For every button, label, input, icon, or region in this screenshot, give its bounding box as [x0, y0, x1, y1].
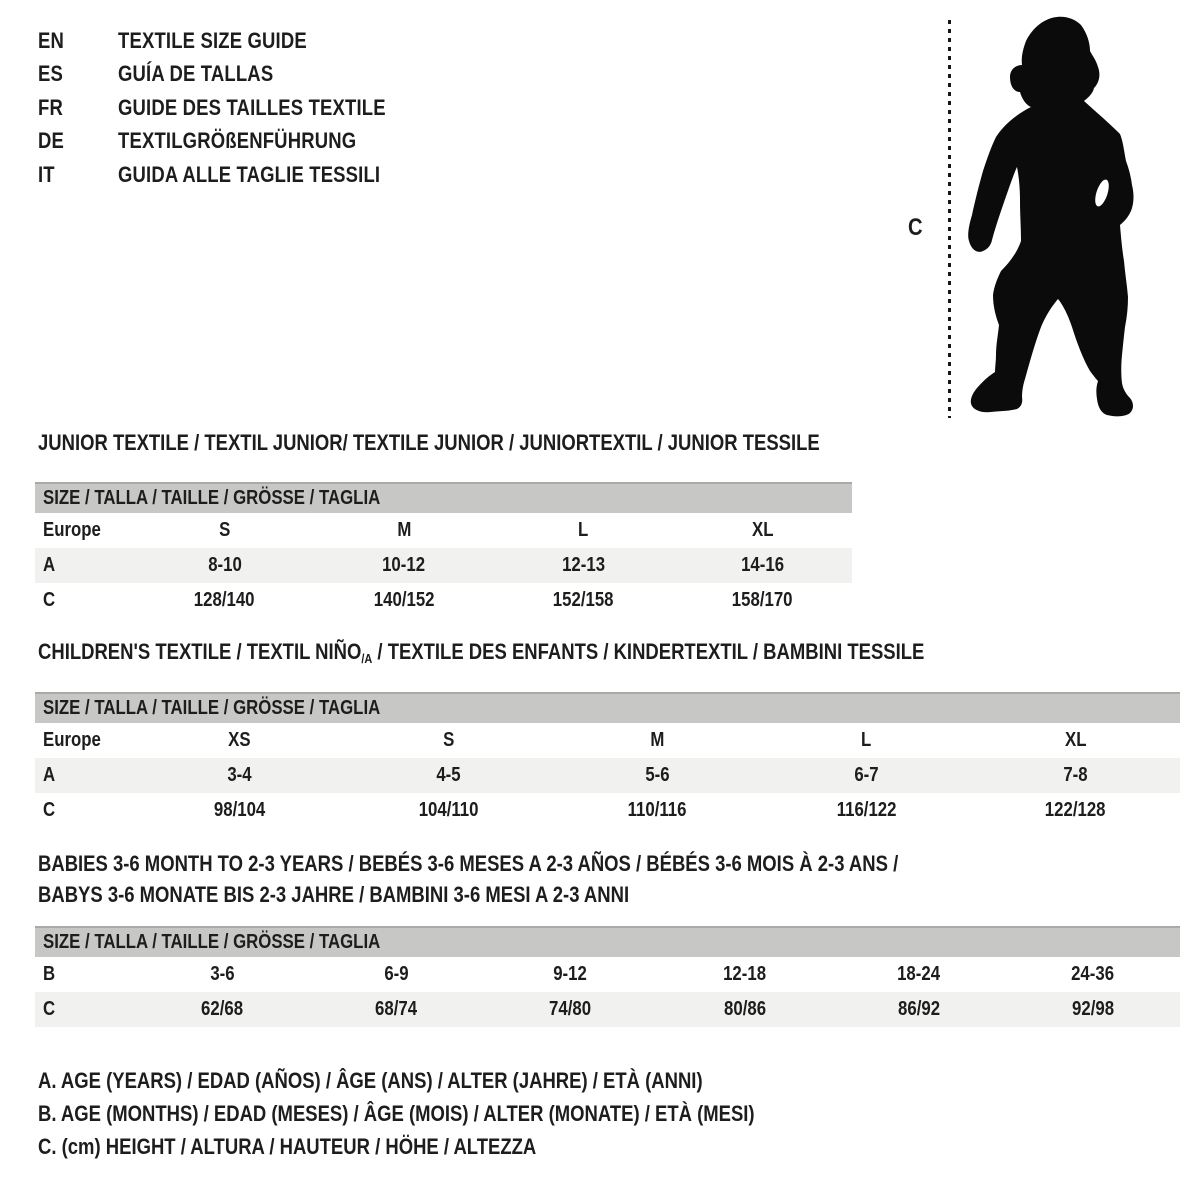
row-label-text: A	[43, 764, 56, 786]
children-section-title	[38, 639, 1093, 672]
row-label	[35, 799, 135, 822]
table-cell-text: M	[396, 519, 411, 541]
table-cell	[658, 998, 832, 1021]
table-cell-text: 86/92	[897, 998, 940, 1020]
table-cell	[1006, 963, 1180, 986]
table-cell-text: 7-8	[1063, 764, 1088, 786]
language-title-text: TEXTILE SIZE GUIDE	[118, 27, 307, 53]
row-label	[35, 998, 135, 1021]
babies-title-line1: BABIES 3-6 MONTH TO 2-3 YEARS / BEBÉS 3-6 MESES A 2-3 AÑOS / BÉBÉS 3-6 MOIS À 2-3 ANS /	[38, 851, 899, 876]
language-code-text: IT	[38, 161, 55, 187]
figure-label-text: C	[908, 214, 923, 241]
table-cell-text: L	[577, 519, 589, 541]
table-cell-text: XL	[1064, 729, 1087, 751]
language-row	[38, 58, 437, 92]
legend-line-b	[38, 1097, 891, 1130]
table-row	[35, 957, 1180, 992]
size-header-band	[35, 926, 1180, 957]
row-label	[35, 729, 135, 752]
children-title-main: CHILDREN'S TEXTILE / TEXTIL NIÑO	[38, 639, 362, 664]
table-row	[35, 992, 1180, 1027]
row-label-text: C	[43, 998, 56, 1020]
table-cell	[344, 729, 553, 752]
table-cell-text: 140/152	[373, 589, 435, 611]
babies-size-table	[35, 926, 1180, 1027]
table-cell	[1006, 998, 1180, 1021]
junior-size-table	[35, 482, 852, 618]
toddler-silhouette	[963, 13, 1145, 420]
table-cell	[483, 998, 657, 1021]
language-title	[118, 61, 303, 87]
table-cell-text: 152/158	[552, 589, 614, 611]
toddler-silhouette-path	[968, 17, 1133, 417]
table-cell-text: 62/68	[201, 998, 244, 1020]
legend-line-b-text: B. AGE (MONTHS) / EDAD (MESES) / ÂGE (MOIS) / ALTER (MONATE) / ETÀ (MESI)	[38, 1100, 755, 1126]
table-cell-text: 14-16	[740, 554, 784, 576]
language-title-text: GUIDA ALLE TAGLIE TESSILI	[118, 161, 381, 187]
table-cell	[971, 799, 1180, 822]
table-cell-text: 116/122	[836, 799, 897, 821]
table-cell	[762, 799, 971, 822]
language-code	[38, 28, 118, 54]
row-label	[35, 589, 135, 612]
table-body	[35, 513, 852, 618]
table-cell	[494, 554, 673, 577]
language-code	[38, 162, 118, 188]
table-cell	[483, 963, 657, 986]
row-label-text: C	[43, 799, 56, 821]
table-cell	[762, 764, 971, 787]
language-header	[38, 24, 437, 192]
language-code	[38, 95, 118, 121]
table-cell-text: 3-6	[209, 963, 235, 985]
language-title-text: TEXTILGRÖßENFÜHRUNG	[118, 128, 357, 154]
row-label	[35, 554, 135, 577]
size-header-text: SIZE / TALLA / TAILLE / GRÖSSE / TAGLIA	[43, 931, 381, 953]
table-cell-text: XL	[751, 519, 774, 541]
table-cell-text: 12-13	[561, 554, 605, 576]
height-measure-dashed-line	[948, 20, 951, 418]
table-row	[35, 723, 1180, 758]
table-cell-text: 3-4	[227, 764, 252, 786]
table-cell-text: 4-5	[436, 764, 461, 786]
row-label	[35, 519, 135, 542]
size-header-band	[35, 692, 1180, 723]
table-cell-text: S	[442, 729, 455, 751]
legend-line-c	[38, 1130, 891, 1163]
legend	[38, 1064, 891, 1163]
language-title	[118, 28, 343, 54]
language-title	[118, 162, 430, 188]
table-cell-text: 68/74	[375, 998, 418, 1020]
table-cell	[762, 729, 971, 752]
table-cell-text: 8-10	[207, 554, 242, 576]
children-title-subscript: /A	[361, 651, 373, 666]
table-cell-text: 122/128	[1045, 799, 1106, 821]
table-row	[35, 758, 1180, 793]
table-cell-text: 158/170	[732, 589, 793, 611]
language-row	[38, 24, 437, 58]
language-code	[38, 128, 118, 154]
children-section-title-text	[38, 639, 924, 672]
language-title	[118, 95, 437, 121]
table-cell	[658, 963, 832, 986]
table-cell-text: 10-12	[382, 554, 426, 576]
table-cell-text: 5-6	[645, 764, 670, 786]
table-row	[35, 548, 852, 583]
table-cell	[309, 963, 483, 986]
table-cell	[494, 589, 673, 612]
table-cell	[135, 998, 309, 1021]
language-row	[38, 125, 437, 159]
table-cell-text: M	[650, 729, 665, 751]
table-cell	[553, 729, 762, 752]
table-cell	[553, 799, 762, 822]
table-cell-text: XS	[228, 729, 251, 751]
language-code-text: FR	[38, 94, 63, 120]
row-label-text: B	[43, 963, 56, 985]
size-header-text: SIZE / TALLA / TAILLE / GRÖSSE / TAGLIA	[43, 487, 381, 509]
table-body	[35, 957, 1180, 1027]
table-cell	[314, 554, 493, 577]
children-size-table	[35, 692, 1180, 828]
table-cell	[344, 799, 553, 822]
table-cell-text: 128/140	[194, 589, 255, 611]
table-cell	[314, 519, 493, 542]
row-label	[35, 764, 135, 787]
legend-line-c-text: C. (cm) HEIGHT / ALTURA / HAUTEUR / HÖHE / ALTEZZA	[38, 1133, 537, 1159]
table-cell	[314, 589, 493, 612]
table-row	[35, 793, 1180, 828]
language-title	[118, 128, 402, 154]
row-label-text: Europe	[43, 729, 101, 751]
table-row	[35, 583, 852, 618]
babies-title-line2: BABYS 3-6 MONATE BIS 2-3 JAHRE / BAMBINI 3-6 MESI A 2-3 ANNI	[38, 882, 630, 907]
children-title-rest: / TEXTILE DES ENFANTS / KINDERTEXTIL / BAMBINI TESSILE	[372, 639, 925, 664]
table-cell	[135, 554, 314, 577]
table-cell-text: 6-9	[384, 963, 409, 985]
table-cell	[832, 998, 1006, 1021]
table-cell	[971, 729, 1180, 752]
language-code	[38, 61, 118, 87]
table-cell	[673, 519, 852, 542]
language-row	[38, 158, 437, 192]
table-cell	[135, 963, 309, 986]
figure-label-c	[908, 214, 925, 242]
table-cell	[135, 799, 344, 822]
row-label-text: C	[43, 589, 56, 611]
table-cell-text: 12-18	[723, 963, 767, 985]
table-cell	[832, 963, 1006, 986]
row-label-text: Europe	[43, 519, 101, 541]
table-cell-text: L	[861, 729, 872, 751]
table-cell-text: S	[219, 519, 231, 541]
table-cell-text: 9-12	[553, 963, 588, 985]
legend-line-a-text: A. AGE (YEARS) / EDAD (AÑOS) / ÂGE (ANS) / ALTER (JAHRE) / ETÀ (ANNI)	[38, 1067, 703, 1093]
language-code-text: EN	[38, 27, 65, 53]
junior-section-title	[38, 430, 969, 456]
language-title-text: GUIDE DES TAILLES TEXTILE	[118, 94, 386, 120]
table-cell	[135, 589, 314, 612]
legend-line-a	[38, 1064, 891, 1097]
table-cell	[553, 764, 762, 787]
table-cell	[135, 764, 344, 787]
size-header-text: SIZE / TALLA / TAILLE / GRÖSSE / TAGLIA	[43, 697, 381, 719]
language-code-text: ES	[38, 61, 63, 87]
table-cell-text: 80/86	[723, 998, 766, 1020]
row-label	[35, 963, 135, 986]
table-cell	[344, 764, 553, 787]
table-cell-text: 104/110	[418, 799, 479, 821]
table-cell	[135, 729, 344, 752]
junior-section-title-text: JUNIOR TEXTILE / TEXTIL JUNIOR/ TEXTILE JUNIOR / JUNIORTEXTIL / JUNIOR TESSILE	[38, 430, 820, 455]
babies-section-title	[38, 851, 1062, 913]
table-cell	[135, 519, 314, 542]
table-cell	[673, 589, 852, 612]
table-cell-text: 92/98	[1071, 998, 1114, 1020]
table-cell	[309, 998, 483, 1021]
table-cell-text: 74/80	[549, 998, 592, 1020]
table-cell-text: 6-7	[854, 764, 879, 786]
table-row	[35, 513, 852, 548]
table-cell	[494, 519, 673, 542]
table-body	[35, 723, 1180, 828]
table-cell-text: 98/104	[213, 799, 266, 821]
row-label-text: A	[43, 554, 56, 576]
language-code-text: DE	[38, 128, 65, 154]
table-cell-text: 24-36	[1071, 963, 1115, 985]
table-cell	[971, 764, 1180, 787]
table-cell-text: 18-24	[897, 963, 941, 985]
table-cell-text: 110/116	[628, 799, 687, 821]
language-row	[38, 91, 437, 125]
table-cell	[673, 554, 852, 577]
language-title-text: GUÍA DE TALLAS	[118, 61, 274, 87]
size-header-band	[35, 482, 852, 513]
